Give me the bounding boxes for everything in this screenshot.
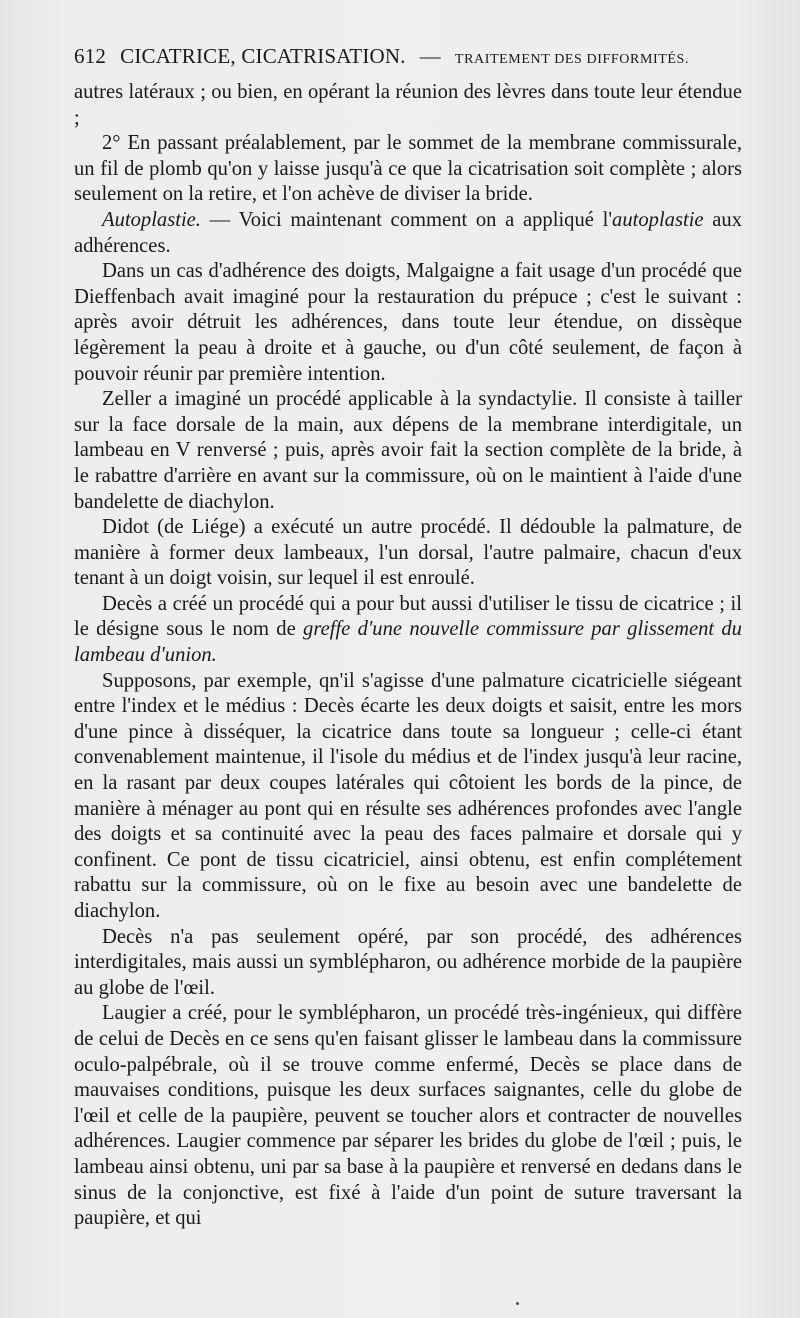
text-run: — Voici maintenant comment on a appliqué l' bbox=[200, 208, 613, 231]
paragraph bbox=[74, 669, 742, 925]
text-run: Didot (de Liége) a exécuté un autre procédé. Il dédouble la palmature, de manière à former deux lambeaux, l'un dorsal, l'autre palmaire, chacun d'eux tenant à un doigt voisin, sur lequel il est enroulé. bbox=[74, 516, 742, 590]
header-dash: — bbox=[419, 44, 441, 68]
text-run: Dans un cas d'adhérence des doigts, Malgaigne a fait usage d'un procédé que Dieffenbach avait imaginé pour la restauration du prépuce ; c'est le suivant : après avoir détruit les adhérences, dans toute leur étendue, on dissèque légèrement la peau à droite et à gauche, ou d'un côté seulement, de façon à pouvoir réunir par première intention. bbox=[74, 260, 742, 385]
text-run: autres latéraux ; ou bien, en opérant la réunion des lèvres dans toute leur étendue ; bbox=[74, 81, 742, 129]
paragraph bbox=[74, 515, 742, 592]
paragraph bbox=[74, 592, 742, 669]
italic-text: autoplastie bbox=[612, 208, 704, 231]
running-title: CICATRICE, CICATRISATION. bbox=[120, 44, 406, 68]
text-run: 2° En passant préalablement, par le sommet de la membrane commissurale, un fil de plomb qu'on y laisse jusqu'à ce que la cicatrisation soit complète ; alors seulement on la retire, et l'on achève de diviser la bride. bbox=[74, 132, 742, 206]
paragraph bbox=[74, 131, 742, 208]
text-run: aux adhérences. bbox=[74, 208, 742, 257]
text-run: Decès n'a pas seulement opéré, par son procédé, des adhérences interdigitales, mais aussi un symblépharon, ou adhérence morbide de la paupière au globe de l'œil. bbox=[74, 925, 742, 999]
page-number: 612 bbox=[74, 44, 107, 68]
italic-text: greffe d'une nouvelle commissure par glissement du lambeau d'union. bbox=[74, 618, 742, 667]
paragraph bbox=[74, 259, 742, 387]
italic-text: Autoplastie. bbox=[102, 208, 201, 231]
paragraph bbox=[74, 1001, 742, 1231]
paragraph bbox=[74, 387, 742, 515]
running-header bbox=[74, 44, 730, 69]
text-run: Laugier a créé, pour le symblépharon, un procédé très-ingénieux, qui diffère de celui de Decès en ce sens qu'en faisant glisser le lambeau dans la commissure oculo-palpébrale, où il se trouve comme enfermé, Decès se place dans de mauvaises conditions, puisque les deux surfaces saignantes, celle du globe de l'œil et celle de la paupière, peuvent se toucher alors et contracter de nouvelles adhérences. Laugier commence par séparer les brides du globe de l'œil ; puis, le lambeau ainsi obtenu, uni par sa base à la paupière et renversé en dedans dans le sinus de la conjonctive, est fixé à l'aide d'un point de suture traversant la paupière, et qui bbox=[74, 1002, 742, 1230]
text-run: Zeller a imaginé un procédé applicable à la syndactylie. Il consiste à tailler sur la face dorsale de la main, aux dépens de la membrane interdigitale, un lambeau en V renversé ; puis, après avoir fait la section complète de la bride, à le rabattre d'arrière en avant sur la commissure, où on le maintient à l'aide d'une bandelette de diachylon. bbox=[74, 388, 742, 513]
body-text bbox=[74, 80, 742, 1232]
paragraph bbox=[74, 80, 742, 131]
running-subtitle: TRAITEMENT DES DIFFORMITÉS. bbox=[454, 52, 690, 67]
print-speck bbox=[516, 1302, 519, 1305]
paragraph bbox=[74, 208, 742, 259]
paragraph bbox=[74, 925, 742, 1002]
text-run: Supposons, par exemple, qn'il s'agisse d'une palmature cicatricielle siégeant entre l'index et le médius : Decès écarte les deux doigts et saisit, entre les mors d'une pince à disséquer, la cicatrice dans toute sa longueur ; celle-ci étant convenablement maintenue, il l'isole du médius et de l'index jusqu'à leur racine, en la rasant par deux coupes latérales qui côtoient les bords de la pince, de manière à ménager au pont qui en résulte ses adhérences profondes avec l'angle des doigts et sa continuité avec la peau des faces palmaire et dorsale qui y confinent. Ce pont de tissu cicatriciel, ainsi obtenu, est enfin complétement rabattu sur la commissure, où on le fixe au besoin avec une bandelette de diachylon. bbox=[74, 669, 742, 922]
text-run: Decès a créé un procédé qui a pour but aussi d'utiliser le tissu de cicatrice ; il le désigne sous le nom de bbox=[74, 592, 742, 641]
